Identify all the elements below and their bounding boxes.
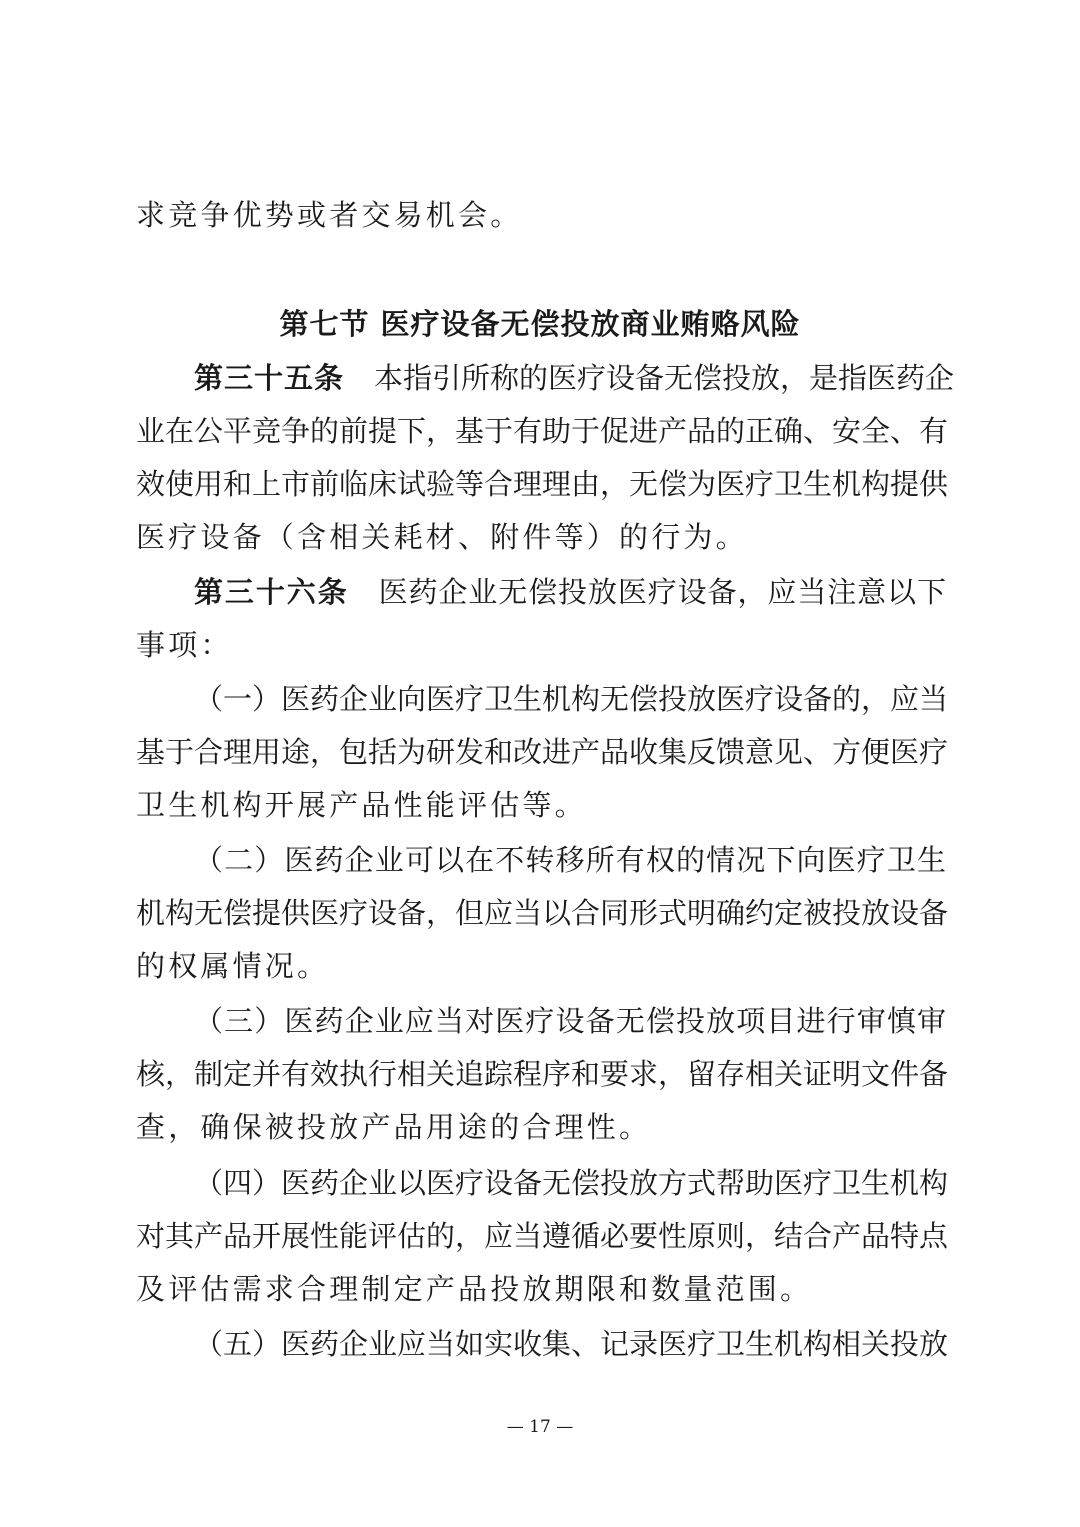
item-2-line-1: （二）医药企业可以在不转移所有权的情况下向医疗卫生 — [194, 843, 946, 877]
item-4-line-3: 及评估需求合理制定产品投放期限和数量范围。 — [136, 1272, 813, 1306]
article-35-line-2: 业在公平竞争的前提下，基于有助于促进产品的正确、安全、有 — [136, 414, 949, 448]
article-36-text: 医药企业无偿投放医疗设备，应当注意以下 — [378, 575, 946, 609]
item-2-line-2: 机构无偿提供医疗设备，但应当以合同形式明确约定被投放设备 — [136, 896, 949, 930]
article-35-number: 第三十五条 — [194, 361, 345, 395]
article-36-line-2: 事项： — [136, 628, 233, 662]
article-35-line-3: 效使用和上市前临床试验等合理理由，无偿为医疗卫生机构提供 — [136, 467, 949, 501]
article-35-text: 本指引所称的医疗设备无偿投放，是指医药企 — [374, 361, 955, 395]
item-5-line-1: （五）医药企业应当如实收集、记录医疗卫生机构相关投放 — [194, 1327, 949, 1361]
item-1-line-3: 卫生机构开展产品性能评估等。 — [136, 788, 587, 822]
item-3-line-1: （三）医药企业应当对医疗设备无偿投放项目进行审慎审 — [194, 1004, 946, 1038]
page-number: — 17 — — [506, 1417, 574, 1437]
section-heading: 第七节 医疗设备无偿投放商业贿赂风险 — [279, 307, 801, 341]
article-36-number: 第三十六条 — [194, 575, 349, 609]
item-4-line-2: 对其产品开展性能评估的，应当遵循必要性原则，结合产品特点 — [136, 1219, 949, 1253]
item-3-line-2: 核，制定并有效执行相关追踪程序和要求，留存相关证明文件备 — [136, 1057, 949, 1091]
article-35-line-4: 医疗设备（含相关耗材、附件等）的行为。 — [136, 520, 748, 554]
article-36-first-line — [194, 572, 946, 612]
item-1-line-1: （一）医药企业向医疗卫生机构无偿投放医疗设备的，应当 — [194, 682, 949, 716]
item-4-line-1: （四）医药企业以医疗设备无偿投放方式帮助医疗卫生机构 — [194, 1166, 949, 1200]
article-35-first-line — [194, 358, 955, 398]
item-3-line-3: 查，确保被投放产品用途的合理性。 — [136, 1110, 652, 1144]
item-2-line-3: 的权属情况。 — [136, 949, 330, 983]
continued-paragraph-line: 求竞争优势或者交易机会。 — [136, 198, 523, 232]
item-1-line-2: 基于合理用途，包括为研发和改进产品收集反馈意见、方便医疗 — [136, 735, 949, 769]
